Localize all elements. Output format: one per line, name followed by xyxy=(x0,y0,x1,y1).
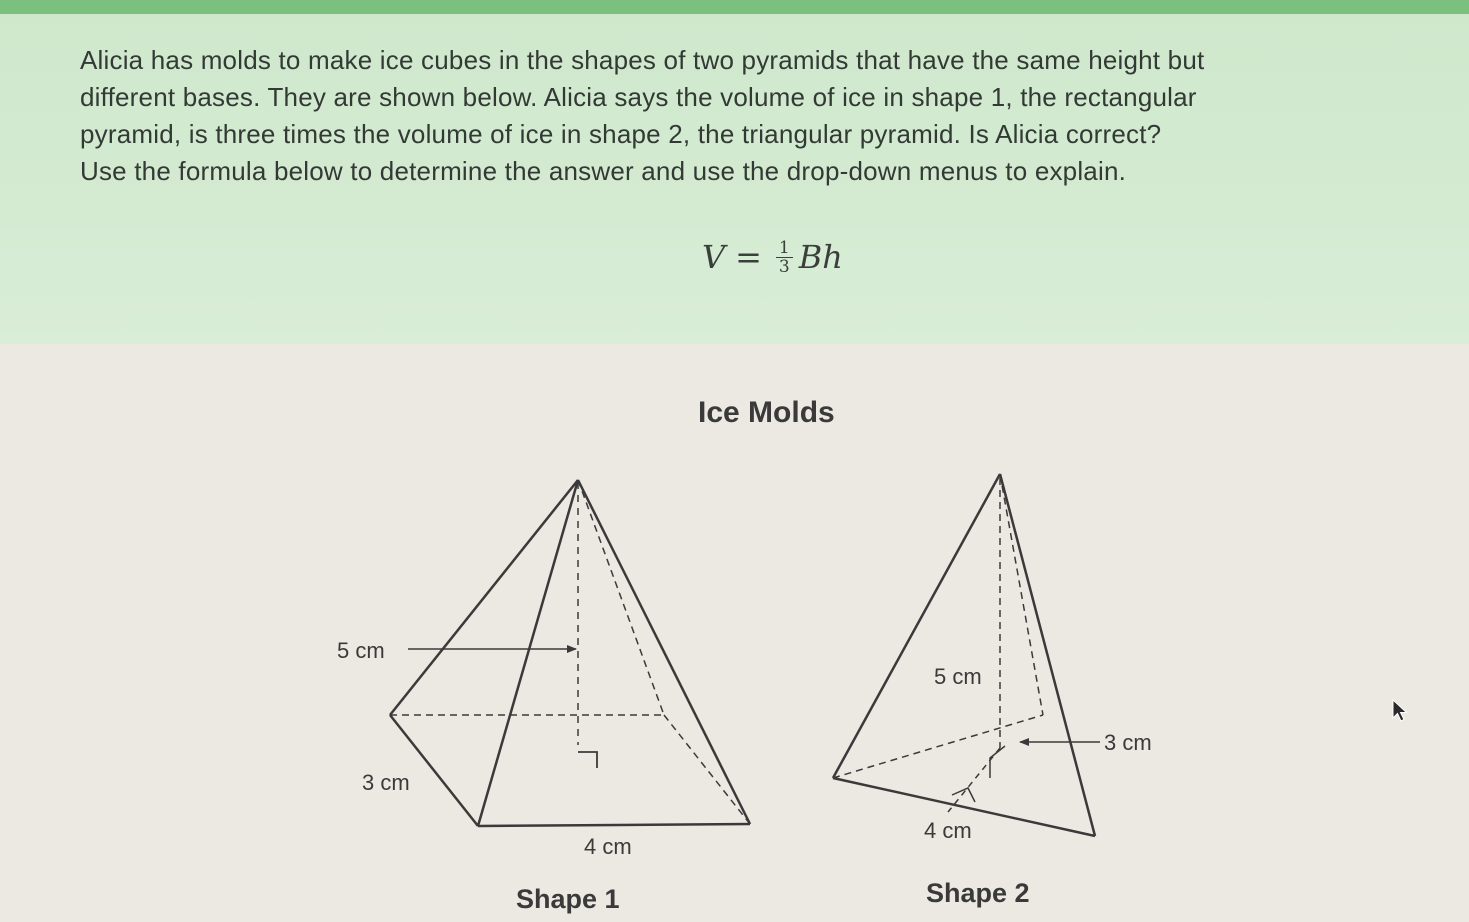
shape-2-side-label: 3 cm xyxy=(1104,730,1152,755)
shape-1-rectangular-pyramid xyxy=(390,480,750,826)
formula-numerator: 1 xyxy=(776,239,793,258)
mouse-pointer-icon xyxy=(1392,699,1408,723)
formula-denominator: 3 xyxy=(778,256,790,277)
shape-1-height-label: 5 cm xyxy=(337,638,385,663)
question-line-1: Alicia has molds to make ice cubes in the shapes of two pyramids that have the same height but xyxy=(80,45,1205,75)
question-line-3: pyramid, is three times the volume of ice in shape 2, the triangular pyramid. Is Alicia correct? xyxy=(80,119,1162,149)
formula-rhs: Bh xyxy=(798,238,843,276)
shape-2-triangular-pyramid xyxy=(833,474,1100,836)
shape-2-base-label: 4 cm xyxy=(924,818,972,843)
shape-2-height-label: 5 cm xyxy=(934,664,982,689)
shape-2-label: Shape 2 xyxy=(926,878,1030,908)
formula-lhs: V xyxy=(702,238,726,276)
question-line-2: different bases. They are shown below. Alicia says the volume of ice in shape 1, the rectangular xyxy=(80,82,1197,112)
shape-1-width-label: 3 cm xyxy=(362,770,410,795)
figure-title: Ice Molds xyxy=(698,396,835,429)
formula-equals: = xyxy=(735,238,762,276)
question-line-4: Use the formula below to determine the answer and use the drop-down menus to explain. xyxy=(80,156,1127,186)
shape-1-label: Shape 1 xyxy=(516,884,620,914)
shape-1-length-label: 4 cm xyxy=(584,834,632,859)
